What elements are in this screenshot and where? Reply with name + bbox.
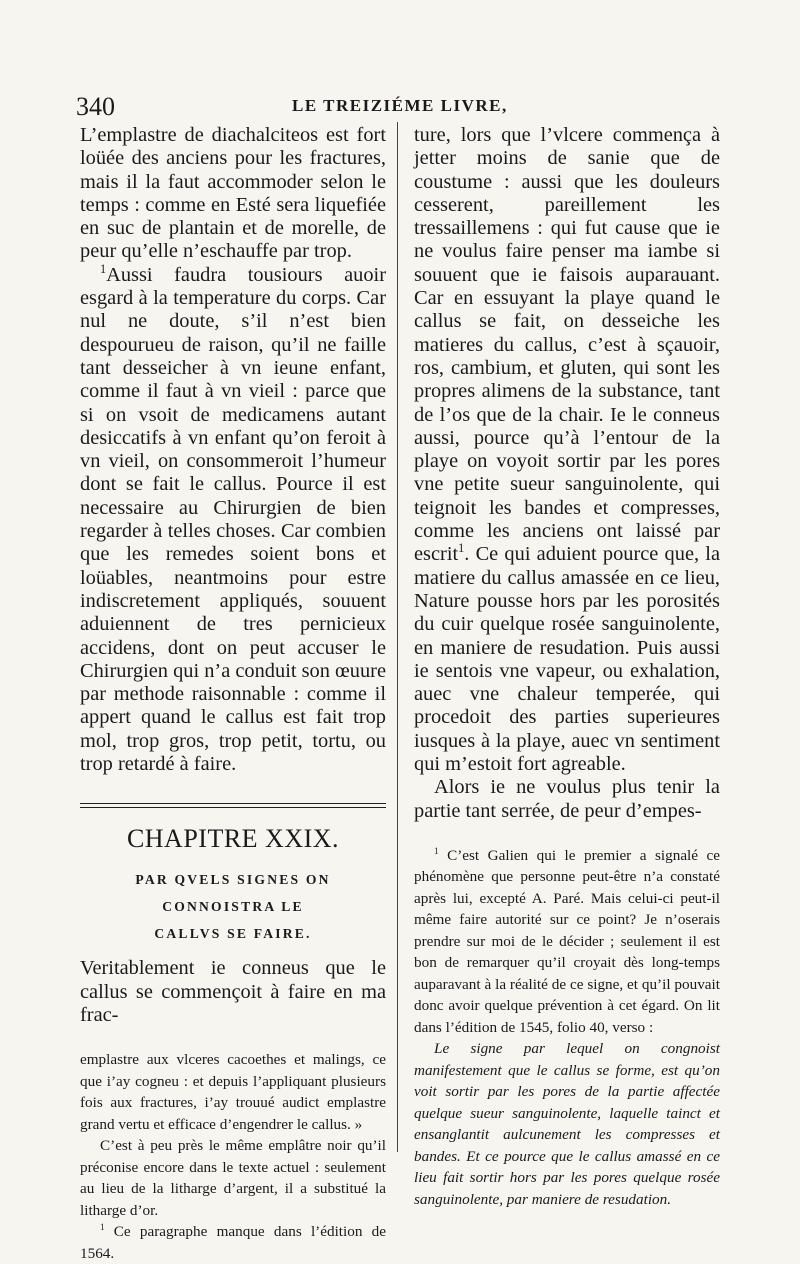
paragraph-emplastre: L’emplastre de diachalciteos est fort loüée des anciens pour les fractures, mais il la faut accommoder selon le temps : comme en Esté sera liquefiée en suc de plantain et de morelle, de peur qu’elle n’eschauffe par trop.: [80, 124, 386, 263]
chapter-double-rule: [80, 803, 386, 808]
paragraph-temperature: $^1$Aussi faudra tousiours auoir esgard à la temperature du corps. Car nul ne doute, s’il n’est bien despourueu de raison, qu’il ne faille tant desseicher à vn ieune enfant, comme il faut à vn vieil : parce que si on vsoit de medicamens autant desiccatifs à vn enfant qu’on feroit à vn vieil, on consommeroit l’humeur dont se fait le callus. Pource il est necessaire au Chirurgien de bien regarder à telles choses. Car combien que les remedes soient bons et loüables, neantmoins pour estre indiscretement appliqués, souuent aduiennent de tres pernicieux accidens, dont on peut accuser le Chirurgien qui n’a conduit son œuure par methode raisonnable : comme il appert quand le callus est fait trop mol, trop gros, trop petit, tortu, ou trop retardé à faire.: [80, 261, 386, 776]
chapter-subtitle: PAR QVELS SIGNES ON CONNOISTRA LE CALLVS SE FAIRE.: [135, 872, 331, 942]
footnote-galien: $^1$ C’est Galien qui le premier a signalé ce phénomène que personne peut-être n’a constaté après lui, excepté A. Paré. Mais celui-ci peut-il même faire autorité sur ce point? Je n’oserais prendre sur moi de le décider ; seulement il est bon de remarquer qu’il croyait dès long-temps auparavant à la réalité de ce signe, et qu’il pouvait donc avoir quelque prévention à cet égard. On lit dans l’édition de 1545, folio 40, verso :: [414, 845, 721, 1036]
running-title: LE TREIZIÉME LIVRE,: [292, 96, 508, 115]
chapter-title: CHAPITRE XXIX.: [126, 824, 340, 854]
note-remark: C’est à peu près le même emplâtre noir qu’il préconise encore dans le texte actuel : seulement au lieu de la litharge d’argent, il a substitué la litharge d’or.: [80, 1137, 386, 1219]
right-column: [414, 124, 720, 1210]
note-continuation: emplastre aux vlceres cacoethes et malings, ce que i’ay cogneu : et depuis l’appliquant plusieurs fois aux fractures, i’ay trouué audict emplastre grand vertu et efficace d’engendrer le callus. »: [80, 1051, 386, 1133]
page-number: 340: [76, 92, 115, 121]
chapter-opening-text: Veritablement ie conneus que le callus se commençoit à faire en ma frac-: [80, 957, 386, 1026]
left-column: [80, 124, 386, 1264]
footnote: $^1$ Ce paragraphe manque dans l’édition de 1564.: [80, 1222, 386, 1262]
column-divider: [397, 122, 398, 1152]
paragraph-callus: ture, lors que l’vlcere commença à jetter moins de sanie que de coustume : aussi que les douleurs cesserent, pareillement les tressaillemens : qui fut cause que ie ne voulus faire penser ma iambe si souuent que ie faisois auparauant. Car en essuyant la playe quand le callus se fait, on desseiche les matieres du callus, c’est à sçauoir, ros, cambium, et gluten, qui sont les propres alimens de la substance, tant de l’os que de la chair. Ie le conneus aussi, pource qu’à l’entour de la playe on voyoit sortir par les pores vne petite sueur sanguinolente, qui teignoit les bandes et compresses, comme les anciens ont laissé par escrit$^1$. Ce qui aduient pource que, la matiere du callus amassée en ce lieu, Nature pousse hors par les porosités du cuir quelque rosée sanguinolente, en maniere de resudation. Puis aussi ie sentois vne vapeur, ou exhalation, auec vne chaleur temperée, qui procedoit des parties superieures iusques à la playe, auec vn sentiment qui m’estoit fort agreable.: [414, 124, 720, 776]
footnote-marker: 1: [458, 541, 465, 556]
paragraph-alors: Alors ie ne voulus plus tenir la partie tant serrée, de peur d’empes-: [414, 776, 720, 822]
footnote-marker: 1: [100, 261, 107, 276]
footnote-quotation: Le signe par lequel on congnoist manifestement que le callus se forme, est qu’on voit sortir par les pores de la partie affectée quelque sueur sanguinolente, laquelle tainct et ensanglantit aulcunement les compresses et bandes. Et ce pource que le callus amassé en ce lieu fait sortir hors par les pores quelque rosée sanguinolente, par maniere de resudation.: [414, 1040, 720, 1208]
